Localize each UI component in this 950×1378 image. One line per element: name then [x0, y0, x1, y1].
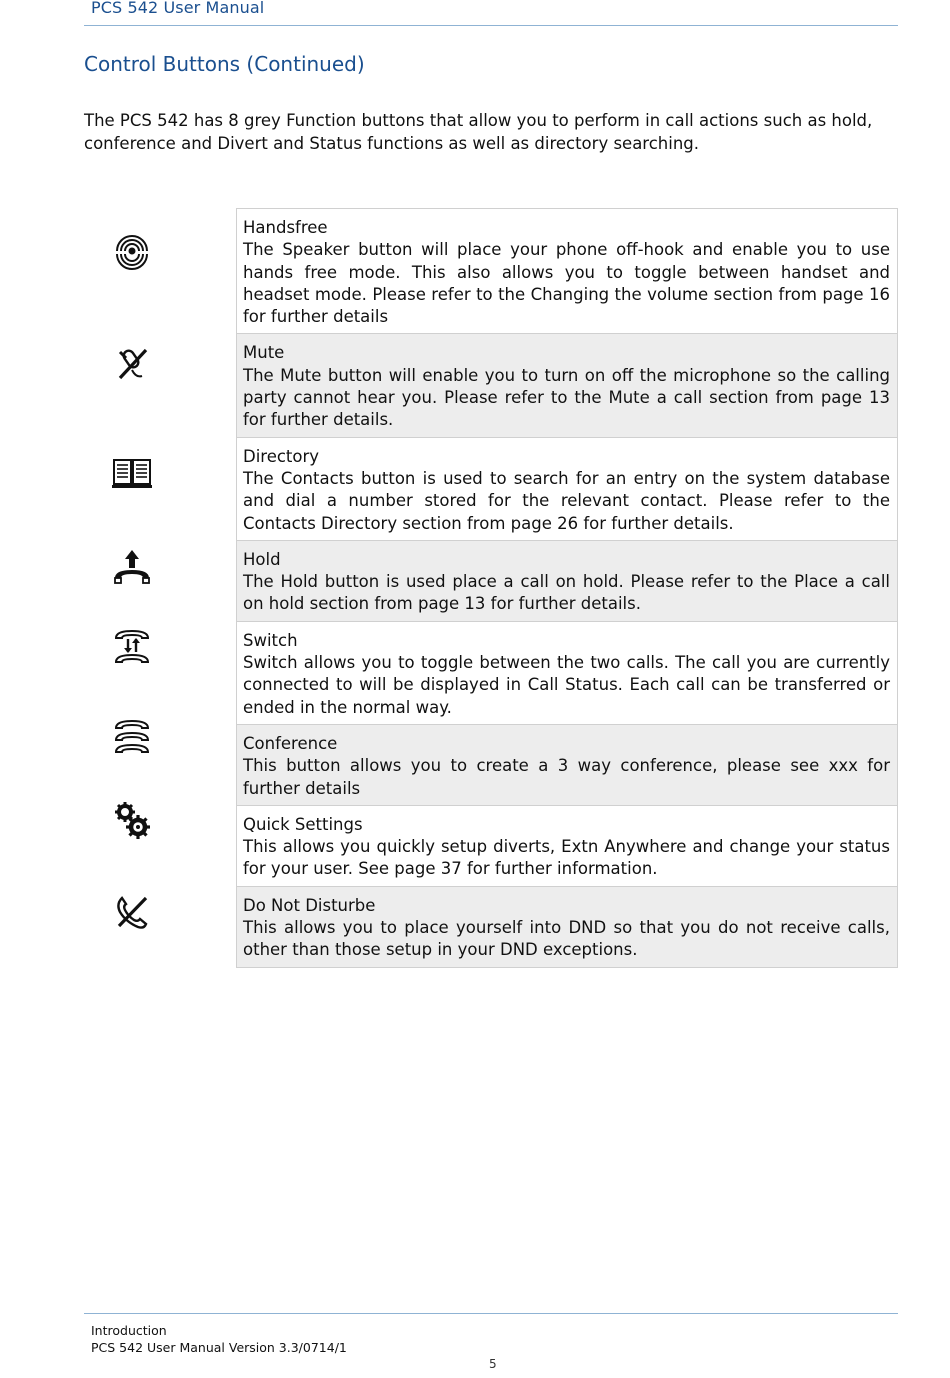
table-row [237, 209, 897, 333]
row-title: Hold [243, 549, 281, 569]
page-number: 5 [489, 1357, 497, 1371]
table-row [237, 805, 897, 886]
row-description: This allows you to place yourself into DND so that you do not receive calls, other than those setup in your DND exceptions. [243, 918, 890, 960]
row-title: Handsfree [243, 218, 328, 237]
table-row [237, 886, 897, 967]
row-description: The Contacts button is used to search for an entry on the system database and dial a number stored for the relevant contact. Please refer to the Contacts Directory section from page 26 for further details. [243, 468, 890, 533]
switch-icon [112, 628, 152, 668]
intro-paragraph: The PCS 542 has 8 grey Function buttons that allow you to perform in call actions such as hold, conference and Divert and Status functions as well as directory searching. [84, 111, 873, 153]
table-row [237, 540, 897, 621]
table-row [237, 333, 897, 436]
directory-icon [112, 452, 152, 492]
function-buttons-table [236, 208, 898, 968]
footer-section-name: Introduction [91, 1323, 167, 1338]
row-description: This button allows you to create a 3 way conference, please see xxx for further details [243, 756, 890, 798]
row-title: Mute [243, 343, 285, 363]
hold-icon [112, 548, 152, 588]
running-header-title: PCS 542 User Manual [91, 0, 265, 17]
conference-icon [112, 718, 152, 758]
row-title: Quick Settings [243, 814, 363, 834]
table-row [237, 437, 897, 540]
section-title: Control Buttons (Continued) [84, 52, 365, 76]
row-description: The Speaker button will place your phone off-hook and enable you to use hands free mode. This also allows you to toggle between handset and headset mode. Please refer to the Changing the volume section from page 16 for further details [243, 240, 890, 327]
header-divider [84, 25, 898, 26]
footer-divider [84, 1313, 898, 1314]
quick-settings-icon [112, 800, 152, 840]
row-description: This allows you quickly setup diverts, Extn Anywhere and change your status for your user. See page 37 for further information. [243, 837, 890, 879]
handsfree-icon [112, 232, 152, 272]
footer-version: PCS 542 User Manual Version 3.3/0714/1 [91, 1340, 347, 1355]
row-description: The Mute button will enable you to turn on off the microphone so the calling party cannot hear you. Please refer to the Mute a call section from page 13 for further details. [243, 365, 890, 430]
table-row [237, 621, 897, 724]
do-not-disturb-icon [112, 892, 152, 932]
mute-icon [112, 344, 152, 384]
row-description: The Hold button is used place a call on hold. Please refer to the Place a call on hold section from page 13 for further details. [243, 572, 890, 614]
row-title: Do Not Disturbe [243, 895, 376, 915]
row-title: Conference [243, 733, 338, 753]
table-row [237, 724, 897, 805]
row-description: Switch allows you to toggle between the two calls. The call you are currently connected to will be displayed in Call Status. Each call can be transferred or ended in the normal way. [243, 653, 890, 717]
row-title: Switch [243, 630, 298, 650]
row-title: Directory [243, 446, 320, 466]
